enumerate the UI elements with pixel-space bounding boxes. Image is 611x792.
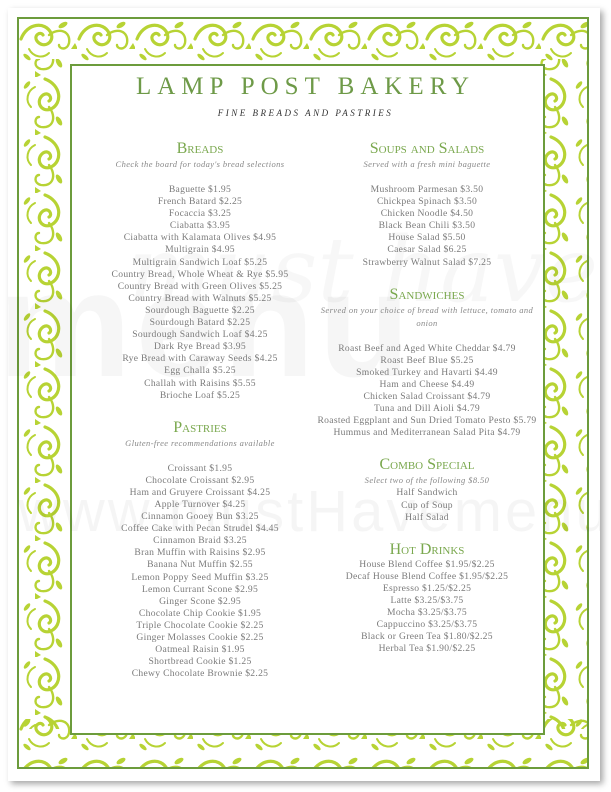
menu-item: Focaccia $3.25: [168, 208, 232, 220]
menu-item: Sourdough Baguette $2.25: [145, 304, 255, 316]
menu-item: Cup of Soup: [401, 499, 453, 511]
menu-item: Croissant $1.95: [167, 462, 233, 474]
menu-item: Herbal Tea $1.90/$2.25: [378, 643, 476, 655]
item-list: [90, 463, 310, 681]
menu-item: Lemon Poppy Seed Muffin $3.25: [131, 571, 269, 583]
item-list: [90, 184, 310, 402]
menu-item: Ham and Cheese $4.49: [379, 378, 475, 390]
menu-item: Multigrain Sandwich Loaf $5.25: [132, 256, 268, 268]
menu-item: Decaf House Blend Coffee $1.95/$2.25: [345, 570, 509, 582]
menu-item: Sourdough Batard $2.25: [149, 317, 251, 329]
menu-item: Half Salad: [405, 511, 449, 523]
menu-item: Egg Challa $5.25: [164, 365, 236, 377]
left-column: [90, 140, 310, 680]
section-subtitle: Served with a fresh mini baguette: [363, 159, 491, 169]
menu-item: Shortbread Cookie $1.25: [148, 656, 252, 668]
item-list: [312, 559, 542, 656]
menu-item: Chewy Chocolate Brownie $2.25: [131, 668, 269, 680]
menu-item: Baguette $1.95: [168, 184, 232, 195]
menu-item: Roasted Eggplant and Sun Dried Tomato Pesto $5.79: [317, 415, 537, 427]
menu-item: House Blend Coffee $1.95/$2.25: [359, 558, 495, 570]
menu-item: Ciabatta $3.95: [169, 220, 231, 232]
section-title: Breads: [176, 140, 224, 157]
item-list: [312, 343, 542, 440]
item-list: [312, 184, 542, 269]
menu-item: Country Bread with Green Olives $5.25: [117, 280, 283, 292]
section-subtitle: Gluten-free recommendations available: [125, 437, 275, 448]
menu-item: Dark Rye Bread $3.95: [154, 341, 246, 353]
menu-item: Rye Bread with Caraway Seeds $4.25: [122, 353, 278, 365]
menu-item: Tuna and Dill Aioli $4.79: [373, 403, 481, 415]
menu-item: Apple Turnover $4.25: [154, 498, 246, 510]
section-subtitle: Select two of the following $8.50: [364, 475, 490, 486]
section-pastries: [90, 419, 310, 681]
menu-item: Espresso $1.25/$2.25: [382, 582, 472, 594]
section-combo-special: [312, 456, 542, 523]
menu-item: Chickpea Spinach $3.50: [376, 196, 478, 208]
menu-item: Cinnamon Braid $3.25: [153, 535, 247, 547]
section-subtitle: Check the board for today's bread selections: [115, 159, 285, 169]
menu-item: Chocolate Chip Cookie $1.95: [138, 607, 262, 619]
menu-item: Challah with Raisins $5.55: [144, 377, 256, 389]
menu-item: Half Sandwich: [396, 487, 458, 499]
section-title: Hot Drinks: [389, 540, 465, 558]
menu-item: Country Bread with Walnuts $5.25: [128, 292, 272, 304]
section-sandwiches: [312, 286, 542, 440]
right-column: [312, 140, 542, 655]
menu-item: Multigrain $4.95: [165, 244, 235, 256]
menu-item: Coffee Cake with Pecan Strudel $4.45: [121, 523, 279, 535]
menu-item: Chicken Noodle $4.50: [380, 208, 474, 220]
section-title: Soups and Salads: [369, 140, 485, 157]
menu-item: Black or Green Tea $1.80/$2.25: [361, 631, 493, 643]
section-subtitle: Served on your choice of bread with lettuce, tomato and onion: [320, 304, 534, 328]
bakery-tagline: FINE BREADS AND PASTRIES: [217, 108, 394, 118]
section-soups-salads: [312, 140, 542, 269]
menu-item: Banana Nut Muffin $2.55: [147, 559, 253, 571]
section-title: Sandwiches: [389, 285, 465, 303]
menu-item: Ham and Gruyere Croissant $4.25: [129, 486, 271, 498]
menu-item: Caesar Salad $6.25: [387, 244, 467, 256]
menu-item: Country Bread, Whole Wheat & Rye $5.95: [111, 268, 289, 280]
menu-item: Black Bean Chili $3.50: [378, 220, 476, 232]
section-title: Combo Special: [379, 456, 475, 474]
menu-item: Roast Beef and Aged White Cheddar $4.79: [338, 342, 516, 354]
menu-item: Cappuccino $3.25/$3.75: [376, 619, 478, 631]
menu-item: Roast Beef Blue $5.25: [380, 354, 474, 366]
menu-item: House Salad $5.50: [388, 232, 466, 244]
section-breads: [90, 140, 310, 402]
section-hot-drinks: [312, 541, 542, 656]
bakery-title: LAMP POST BAKERY: [135, 73, 476, 100]
menu-item: Ginger Molasses Cookie $2.25: [136, 632, 264, 643]
menu-item: Triple Chocolate Cookie $2.25: [136, 619, 264, 631]
menu-item: Chicken Salad Croissant $4.79: [363, 391, 491, 403]
menu-item: Sourdough Sandwich Loaf $4.25: [132, 329, 268, 341]
menu-item: Cinnamon Gooey Bun $3.25: [141, 511, 259, 523]
menu-item: Oatmeal Raisin $1.95: [155, 644, 245, 656]
menu-item: Chocolate Croissant $2.95: [145, 474, 255, 486]
menu-item: Ginger Scone $2.95: [159, 595, 241, 607]
menu-item: Ciabatta with Kalamata Olives $4.95: [123, 232, 277, 244]
menu-item: Lemon Currant Scone $2.95: [141, 583, 259, 595]
menu-item: Mocha $3.25/$3.75: [387, 607, 467, 619]
menu-item: Smoked Turkey and Havarti $4.49: [356, 366, 498, 378]
section-title: Pastries: [173, 418, 227, 436]
menu-item: Brioche Loaf $5.25: [159, 389, 241, 401]
menu-item: Latte $3.25/$3.75: [390, 594, 464, 606]
menu-item: Bran Muffin with Raisins $2.95: [134, 547, 266, 559]
menu-item: Hummus and Mediterranean Salad Pita $4.79: [333, 427, 521, 439]
menu-item: Mushroom Parmesan $3.50: [370, 184, 484, 195]
item-list: [312, 487, 542, 523]
menu-item: French Batard $2.25: [157, 196, 243, 208]
menu-item: Strawberry Walnut Salad $7.25: [362, 256, 492, 268]
